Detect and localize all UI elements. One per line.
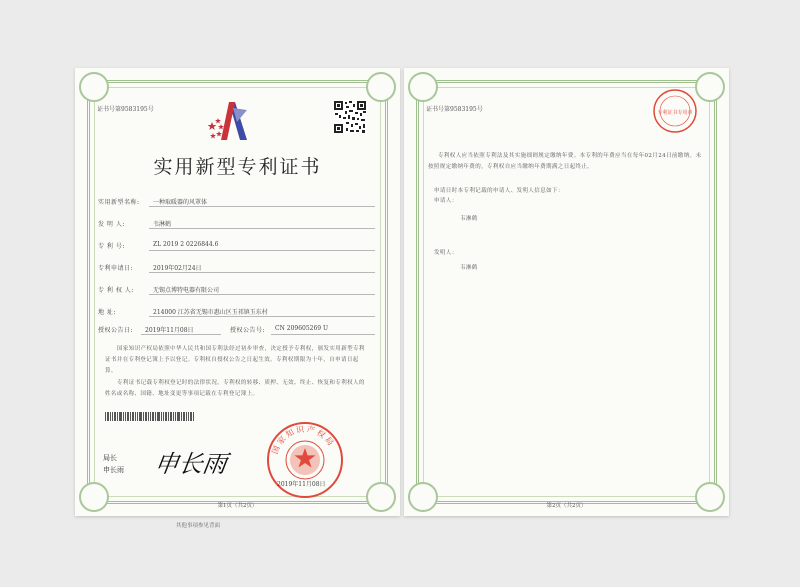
seal-date: 2019年11月08日 bbox=[277, 481, 326, 488]
inventor-name: 韦淋鹤 bbox=[460, 265, 478, 271]
page-footer: 第1页（共2页） bbox=[217, 503, 258, 509]
field-label-name: 实用新型名称: bbox=[98, 199, 140, 206]
corner-ornament bbox=[408, 72, 438, 102]
field-value-name: 一种取暖器的风罩体 bbox=[153, 199, 208, 206]
stamp-text: 专利证书专用章 bbox=[657, 110, 693, 116]
qr-code-icon bbox=[333, 100, 367, 134]
field-value-owner: 无锡点博特电器有限公司 bbox=[153, 287, 220, 294]
field-label-owner: 专 利 权 人: bbox=[98, 287, 134, 294]
field-underline bbox=[149, 272, 375, 273]
corner-ornament bbox=[695, 72, 725, 102]
legal-paragraph-1: 国家知识产权局依照中华人民共和国专利法经过初步审查，决定授予专利权，颁发实用新型专利证书并在专利登记簿上予以登记。专利权自授权公告之日起生效。专利权期限为十年，自申请日起算。 bbox=[105, 346, 365, 374]
director-name: 申长雨 bbox=[103, 466, 124, 474]
official-stamp bbox=[652, 88, 698, 134]
grant-date-label: 授权公告日: bbox=[98, 327, 134, 334]
field-underline bbox=[149, 206, 375, 207]
director-signature: 申长雨 bbox=[152, 450, 229, 478]
page-footer: 第2页（共2页） bbox=[546, 503, 587, 509]
certificate-page-1 bbox=[75, 68, 400, 516]
field-underline bbox=[149, 228, 375, 229]
field-value-inventor: 韦淋鹤 bbox=[153, 221, 172, 228]
field-underline bbox=[149, 250, 375, 251]
back-side-note: 其他事项参见背面 bbox=[176, 523, 221, 529]
field-underline bbox=[141, 334, 221, 335]
inventor-label: 发明人： bbox=[434, 250, 458, 256]
corner-ornament bbox=[79, 72, 109, 102]
change-intro: 申请日时本专利记载的申请人、发明人信息如下： bbox=[434, 188, 564, 194]
field-label-patent-no: 专 利 号: bbox=[98, 243, 125, 250]
grant-date: 2019年11月08日 bbox=[145, 327, 194, 334]
patent-logo-icon bbox=[207, 100, 255, 142]
field-underline bbox=[149, 316, 375, 317]
field-value-apply-date: 2019年02月24日 bbox=[153, 265, 202, 272]
certificate-number: 证书号第9583195号 bbox=[97, 106, 154, 113]
field-underline bbox=[271, 334, 375, 335]
field-label-inventor: 发 明 人: bbox=[98, 221, 125, 228]
field-value-address: 214000 江苏省无锡市惠山区玉祁镇玉东村 bbox=[153, 309, 268, 316]
national-emblem-icon bbox=[265, 420, 345, 500]
field-underline bbox=[149, 294, 375, 295]
applicant-name: 韦淋鹤 bbox=[460, 216, 478, 222]
grant-no-label: 授权公告号: bbox=[230, 327, 266, 334]
certificate-page-2 bbox=[404, 68, 729, 516]
applicant-label: 申请人： bbox=[434, 198, 458, 204]
corner-ornament bbox=[366, 72, 396, 102]
certificate-number: 证书号第9583195号 bbox=[426, 106, 483, 113]
inner-border bbox=[423, 87, 710, 497]
field-label-address: 地 址: bbox=[98, 309, 116, 316]
annual-fee-paragraph: 专利权人应当依照专利法及其实施细则规定缴纳年费。本专利的年费应当在每年02月24日前缴纳。未按照规定缴纳年费的，专利权自应当缴纳年费期满之日起终止。 bbox=[428, 153, 702, 170]
legal-paragraph-2: 专利证书记载专利权登记时的法律状况。专利权的转移、质押、无效、终止、恢复和专利权人的姓名或名称、国籍、地址变更等事项记载在专利登记簿上。 bbox=[105, 380, 365, 397]
grant-no: CN 209605269 U bbox=[275, 325, 329, 332]
barcode-icon bbox=[105, 412, 195, 421]
field-value-patent-no: ZL 2019 2 0226844.6 bbox=[153, 241, 219, 248]
seal-text: 国家知识产权局 bbox=[270, 424, 337, 456]
certificate-title: 实用新型专利证书 bbox=[153, 156, 322, 178]
director-title: 局长 bbox=[103, 454, 117, 462]
field-label-apply-date: 专利申请日: bbox=[98, 265, 134, 272]
